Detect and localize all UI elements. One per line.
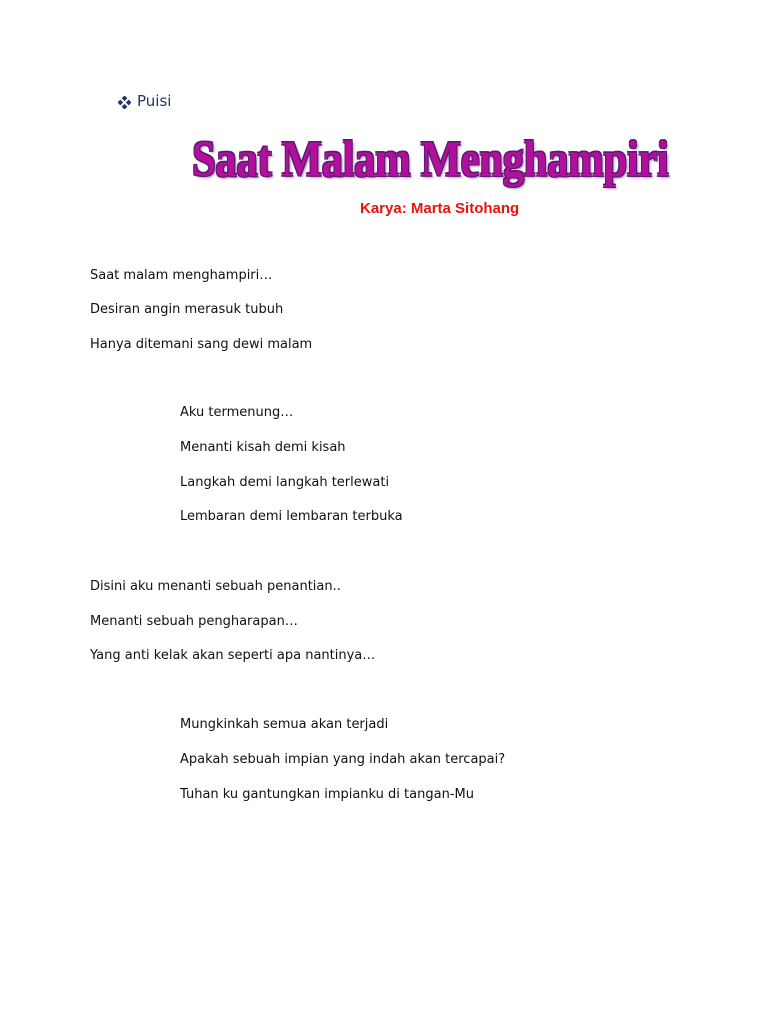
section-heading xyxy=(118,92,171,110)
poem-title: Saat Malam Menghampiri xyxy=(192,132,669,188)
poem-line: Aku termenung… xyxy=(180,405,294,420)
poem-line: Yang anti kelak akan seperti apa nantinya… xyxy=(90,648,376,663)
poem-line: Menanti sebuah pengharapan… xyxy=(90,614,298,629)
poem-line: Disini aku menanti sebuah penantian.. xyxy=(90,579,341,594)
poem-line: Hanya ditemani sang dewi malam xyxy=(90,337,313,352)
poem-line: Tuhan ku gantungkan impianku di tangan-Mu xyxy=(180,787,474,802)
poem-line: Mungkinkah semua akan terjadi xyxy=(180,717,389,732)
poem-author: Karya: Marta Sitohang xyxy=(360,200,520,217)
poem-line: Saat malam menghampiri… xyxy=(90,268,273,283)
section-label: Puisi xyxy=(137,92,172,110)
poem-line: Lembaran demi lembaran terbuka xyxy=(180,509,403,524)
poem-line: Langkah demi langkah terlewati xyxy=(180,475,390,490)
diamond-bullet-icon xyxy=(118,95,131,108)
poem-line: Menanti kisah demi kisah xyxy=(180,440,346,455)
poem-line: Desiran angin merasuk tubuh xyxy=(90,302,284,317)
poem-line: Apakah sebuah impian yang indah akan tercapai? xyxy=(180,752,506,767)
